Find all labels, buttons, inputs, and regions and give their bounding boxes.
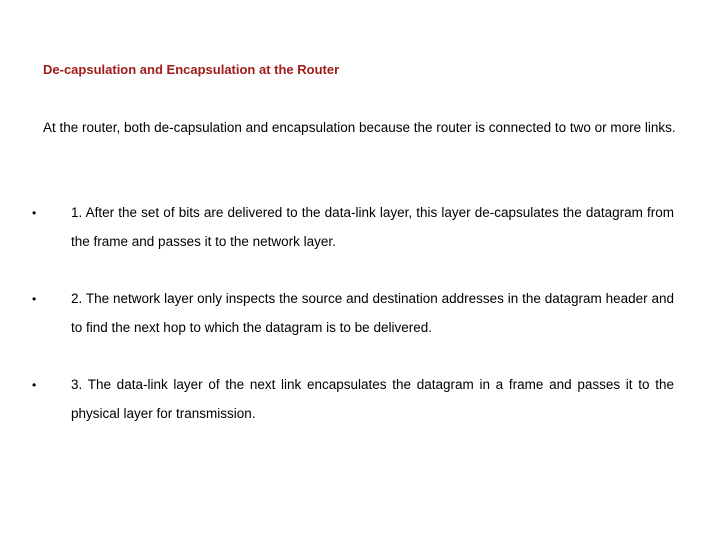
list-item-text: 2. The network layer only inspects the source and destination addresses in the datagram header and to find the next hop to which the datagram is to be delivered.: [71, 291, 674, 335]
bullet-list: [32, 198, 674, 456]
list-item-text: [71, 198, 674, 256]
list-item: [32, 198, 674, 256]
list-item-text: 3. The data-link layer of the next link encapsulates the datagram in a frame and passes it to the physical layer for transmission.: [71, 377, 674, 421]
list-item-text-part: are delivered to the data-link layer, this layer de-capsulates the: [199, 205, 586, 220]
bullet-icon: •: [32, 292, 37, 306]
bullet-icon: •: [32, 206, 37, 220]
list-item-text-part: 1. After the set of: [71, 205, 179, 220]
list-item-text-part: and passes it to the network layer.: [128, 234, 336, 249]
page-title: De-capsulation and Encapsulation at the Router: [43, 62, 340, 77]
intro-paragraph: At the router, both de-capsulation and encapsulation because the router is connected to two or more links.: [43, 120, 676, 135]
list-item: [32, 370, 674, 428]
emphasis-datagram-from-frame: datagram from the frame: [71, 205, 674, 249]
list-item: [32, 284, 674, 342]
emphasis-bits: bits: [178, 205, 200, 220]
bullet-icon: •: [32, 378, 37, 392]
